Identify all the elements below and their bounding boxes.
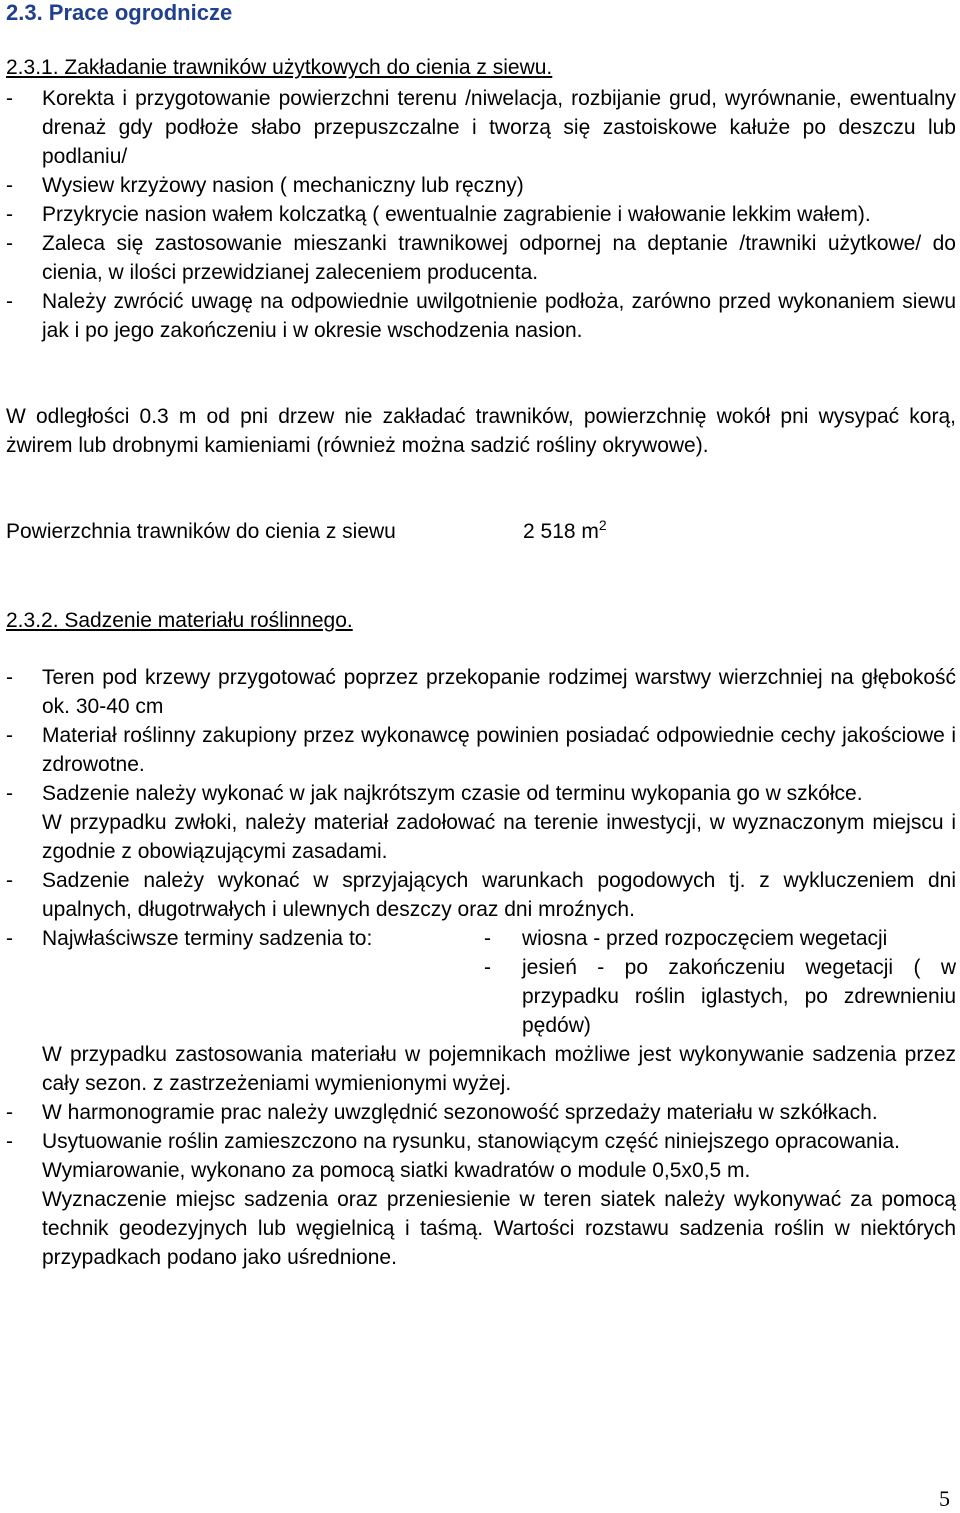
list-item-text: Usytuowanie roślin zamieszczono na rysunku, stanowiącym część niniejszego opracowania. (42, 1130, 900, 1153)
term-row-autumn (42, 953, 956, 1040)
subsection-planting-heading: 2.3.2. Sadzenie materiału roślinnego. (6, 609, 353, 632)
list-item-text: Zaleca się zastosowanie mieszanki trawnikowej odpornej na deptanie /trawniki użytkowe/ do cienia, w ilości przewidzianej zaleceniem producenta. (42, 232, 956, 284)
lawn-area-label: Powierzchnia trawników do cienia z siewu (6, 520, 396, 543)
list-item (6, 229, 956, 287)
list-dash: - (6, 232, 13, 255)
list-dash: - (6, 782, 13, 805)
lawn-area-superscript: 2 (598, 517, 607, 533)
list-item-text: W harmonogramie prac należy uwzględnić sezonowość sprzedaży materiału w szkółkach. (42, 1101, 878, 1124)
list-dash: - (6, 1101, 13, 1124)
list-item (6, 1127, 956, 1156)
planting-terms-label: Najwłaściwsze terminy sadzenia to: (42, 927, 373, 950)
page-number: 5 (939, 1486, 950, 1511)
list-dash: - (6, 174, 13, 197)
term-dash: - (484, 956, 491, 979)
section-title: 2.3. Prace ogrodnicze (6, 0, 233, 25)
list-dash: - (6, 1130, 13, 1153)
list-item (6, 171, 956, 200)
distance-note: W odległości 0.3 m od pni drzew nie zakładać trawników, powierzchnię wokół pni wysypać korą, żwirem lub drobnymi kamieniami (również można sadzić rośliny okrywowe). (6, 405, 956, 457)
planting-terms-item (6, 924, 956, 1040)
term-autumn: jesień - po zakończeniu wegetacji ( w przypadku roślin iglastych, po zdrewnieniu pędów) (522, 956, 956, 1037)
planting-terms (42, 924, 956, 1040)
list-item-text: Sadzenie należy wykonać w sprzyjających warunkach pogodowych tj. z wykluczeniem dni upalnych, długotrwałych i ulewnych deszczy oraz dni mroźnych. (42, 869, 956, 921)
term-spring: wiosna - przed rozpoczęciem wegetacji (522, 927, 888, 950)
list-item (6, 779, 956, 808)
lawn-area-value (523, 517, 607, 546)
list-item (6, 866, 956, 924)
list-item-continuation: Wymiarowanie, wykonano za pomocą siatki kwadratów o module 0,5x0,5 m. (42, 1159, 751, 1182)
list-item (6, 663, 956, 721)
term-dash: - (484, 927, 491, 950)
term-row-spring (42, 924, 956, 953)
list-item-text: Należy zwrócić uwagę na odpowiednie uwilgotnienie podłoża, zarówno przed wykonaniem siewu jak i po jego zakończeniu i w okresie wschodzenia nasion. (42, 290, 956, 342)
list-item (6, 200, 956, 229)
list-item-text: Przykrycie nasion wałem kolczatką ( ewentualnie zagrabienie i wałowanie lekkim wałem). (42, 203, 871, 226)
list-dash: - (6, 927, 13, 950)
list-item-text: Materiał roślinny zakupiony przez wykonawcę powinien posiadać odpowiednie cechy jakościowe i zdrowotne. (42, 724, 956, 776)
list-dash: - (6, 724, 13, 747)
list-item-continuation: W przypadku zwłoki, należy materiał zadołować na terenie inwestycji, w wyznaczonym miejscu i zgodnie z obowiązującymi zasadami. (42, 811, 956, 863)
list-dash: - (6, 666, 13, 689)
lawn-area-number: 2 518 m (523, 520, 599, 543)
list-item-text: Wysiew krzyżowy nasion ( mechaniczny lub ręczny) (42, 174, 524, 197)
list-item-text: Korekta i przygotowanie powierzchni terenu /niwelacja, rozbijanie grud, wyrównanie, ewentualny drenaż gdy podłoże słabo przepuszczalne i tworzą się zastoiskowe kałuże po deszczu lub podlaniu/ (42, 87, 956, 168)
list-item-text: Teren pod krzewy przygotować poprzez przekopanie rodzimej warstwy wierzchniej na głębokość ok. 30-40 cm (42, 666, 956, 718)
planting-list (6, 663, 956, 1272)
list-item (6, 721, 956, 779)
list-item (6, 287, 956, 345)
list-item (6, 84, 956, 171)
list-item (6, 1098, 956, 1127)
list-dash: - (6, 869, 13, 892)
list-item-text: Sadzenie należy wykonać w jak najkrótszym czasie od terminu wykopania go w szkółce. (42, 782, 863, 805)
list-dash: - (6, 87, 13, 110)
list-item-continuation: W przypadku zastosowania materiału w pojemnikach możliwe jest wykonywanie sadzenia przez cały sezon. z zastrzeżeniami wymienionymi wyżej. (42, 1043, 956, 1095)
list-dash: - (6, 203, 13, 226)
subsection-lawns-heading: 2.3.1. Zakładanie trawników użytkowych do cienia z siewu. (6, 56, 553, 79)
lawn-area-line (6, 517, 956, 546)
lawn-list (6, 84, 956, 345)
list-dash: - (6, 290, 13, 313)
list-item-continuation: Wyznaczenie miejsc sadzenia oraz przeniesienie w teren siatek należy wykonywać za pomocą technik geodezyjnych lub węgielnicą i taśmą. Wartości rozstawu sadzenia roślin w niektórych przypadkach podano jako uśrednione. (42, 1188, 956, 1269)
